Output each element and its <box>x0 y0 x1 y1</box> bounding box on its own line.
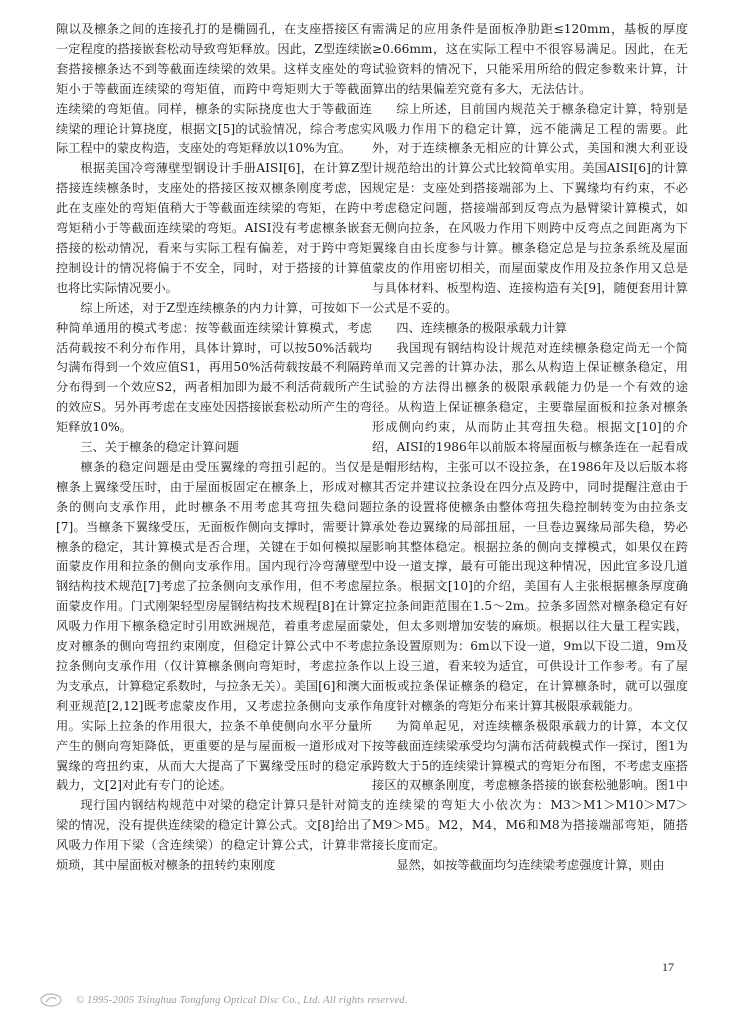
copyright-text: © 1995-2005 Tsinghua Tongfang Optical Disc Co., Ltd. All rights reserved. <box>76 994 408 1006</box>
body-paragraph: 根据美国冷弯薄壁型钢设计手册AISI[6]，在计算Z型搭接连续檩条时，支座处的搭接区按双檩条刚度考虑，因此在支座处的弯矩值稍大于等截面连续梁的弯矩，在跨中弯矩稍小于等截面连续梁的弯矩。AISI没有考虑檩条嵌套搭接的松动情况，看来与实际工程有偏差，对于跨中弯矩控制设计的情况将偏于不安全，同时，对于搭接的计算值也将比实际情况要小。 <box>56 161 372 295</box>
page-number: 17 <box>662 960 674 974</box>
body-paragraph: 现行国内钢结构规范中对梁的稳定计算只是针对简支梁的情况，没有提供连续梁的稳定计算公式。文[8]给出了风吸力作用下梁（含连续梁）的稳定计算公式，计算非常烦琐，其中屋面板对檩条的扭转约束刚度 <box>56 798 372 873</box>
body-paragraph: 需满足的应用条件是面板净肋距≤120mm，基板的厚度≥0.66mm，这在实际工程中不很容易满足。因此，在无试验资料的情况下，只能采用所给的假定参数来计算，计算出的结果偏差究竟有多大，无法估计。 <box>372 22 688 96</box>
body-paragraph: 隙以及檩条之间的连接孔打的是椭圆孔，在支座搭接区有一定程度的搭接嵌套松动导致弯矩释放。因此，Z型连续嵌套搭接檩条达不到等截面连续梁的效果。这样支座处的弯矩小于等截面连续梁的弯矩值，而跨中弯矩则大于等截面连续梁的弯矩值。同样，檩条的实际挠度也大于等截面连续梁的理论计算挠度，根据文[5]的试验情况，综合考虑实际工程中的蒙皮构造，支座处的弯矩释放以10%为宜。 <box>56 22 372 156</box>
body-paragraph: 檩条的稳定问题是由受压翼缘的弯扭引起的。当仅是檩条上翼缘受压时，由于屋面板固定在檩条上，形成对檩条的侧向支承作用，此时檩条不用考虑其弯扭失稳问题[7]。当檩条下翼缘受压，无面板作侧向支撑时，需要计算檩条的稳定，其计算模式是否合理，关键在于如何模拟屋面蒙皮作用和拉条的侧向支承作用。国内现行冷弯薄壁型钢结构技术规范[7]考虑了拉条侧向支承作用，但不考虑屋面蒙皮作用。门式刚架轻型房屋钢结构技术规程[8]在计算风吸力作用下檩条稳定时引用欧洲规范，着重考虑屋面蒙皮对檩条的侧向弯扭约束刚度，但稳定计算公式中不考虑拉条侧向支承作用（仅计算檩条侧向弯矩时，考虑拉条作为支承点，计算稳定系数时，与拉条无关）。美国[6]和澳大利亚规范[2,12]既考虑蒙皮作用，又考虑拉条侧向支承作用。实际上拉条的作用很大，拉条不单使侧向水平分量所产生的侧向弯矩降低，更重要的是与屋面板一道形成对下翼缘的弯扭约束，从而大大提高了下翼缘受压时的稳定承载力，文[2]对此有专门的论述。 <box>56 459 372 793</box>
section-heading: 四、连续檩条的极限承载力计算 <box>396 320 568 335</box>
left-column <box>56 20 372 876</box>
body-paragraph: 我国现有钢结构设计规范对连续檩条稳定尚无一个简单而又完善的计算办法，那么从构造上保证檩条稳定，用试验的方法得出檩条的极限承载能力仍是一个有效的途径。从构造上保证檩条稳定，主要靠屋面板和拉条对檩条形成侧向约束，从而防止其弯扭失稳。根据文[10]的介绍，AISI的1986年以前版本将屋面板与檩条连在一起看成是帽形结构，主张可以不设拉条，在1986年及以后版本将其否定并建议拉条设在四分点及跨中，同时提醒注意由于拉条的设置将使檩条由整体弯扭失稳控制转变为由拉条支承处卷边翼缘的局部扭屈，一旦卷边翼缘局部失稳，势必影响其整体稳定。根据拉条的侧向支撑模式，如果仅在跨中设一道支撑，最有可能出现这种情况，因此宜多设几道拉条。根据文[10]的介绍，美国有人主张根据檩条厚度确定拉条间距范围在1.5～2m。拉条多固然对檩条稳定有好处，但太多则增加安装的麻烦。根据以往大量工程实践，拉条设置原则为：6m以下设一道，9m以下设二道，9m及以上设三道，看来较为适宜，可供设计工作参考。有了屋面板或拉条保证檩条的稳定，在计算檩条时，就可以强度角度针对檩条的弯矩分布来计算其极限承载能力。 <box>372 340 688 713</box>
section-heading: 三、关于檩条的稳定计算问题 <box>80 440 239 455</box>
right-column <box>372 20 688 876</box>
publisher-logo-icon <box>40 993 62 1007</box>
body-paragraph: 综上所述，对于Z型连续檩条的内力计算，可按如下一种简单通用的模式考虑：按等截面连续梁计算模式，考虑活荷载按不利分布作用，具体计算时，可以按50%活载均匀满布得到一个效应值S1，再用50%活荷载按最不利隔跨分布得到一个效应S2，两者相加即为最不利活荷载所产生的效应S。另外再考虑在支座处因搭接嵌套松动所产生的弯矩释放10%。 <box>56 300 372 435</box>
copyright-footer <box>40 990 700 1010</box>
body-paragraph: 为简单起见，对连续檩条极限承载力的计算，本文仅按等截面连续梁承受均匀满布活荷载模式作一探讨，图1为跨数大于5的连续梁计算模式的弯矩分布图，不考虑支座搭接区的双檩条刚度，考虑檩条搭接的嵌套松驰影响。图1中的连续梁的弯矩大小依次为：M3＞M1＞M10＞M7＞M9＞M5。M2，M4，M6和M8为搭接端部弯矩，随搭接长度而定。 <box>372 718 688 853</box>
body-paragraph: 综上所述，目前国内规范关于檩条稳定计算，特别是风吸力作用下的稳定计算，远不能满足工程的需要。此外，对于连续檩条无相应的计算公式，美国和澳大利亚设计规范给出的计算公式比较简单实用。美国AISI[6]的计算规定是：支座处到搭接端部为上、下翼缘均有约束，不必考虑稳定问题，搭接端部到反弯点为悬臂梁计算模式，如无侧向拉条，在风吸力作用下则跨中反弯点之间距离为下翼缘自由长度参与计算。檩条稳定总是与拉条系统及屋面蒙皮的作用密切相关，而屋面蒙皮作用及拉条作用又总是与具体材料、板型构造、连接构造有关[9]，随便套用计算公式是不妥的。 <box>372 101 688 315</box>
body-paragraph: 显然，如按等截面均匀连续梁考虑强度计算，则由 <box>396 858 665 873</box>
